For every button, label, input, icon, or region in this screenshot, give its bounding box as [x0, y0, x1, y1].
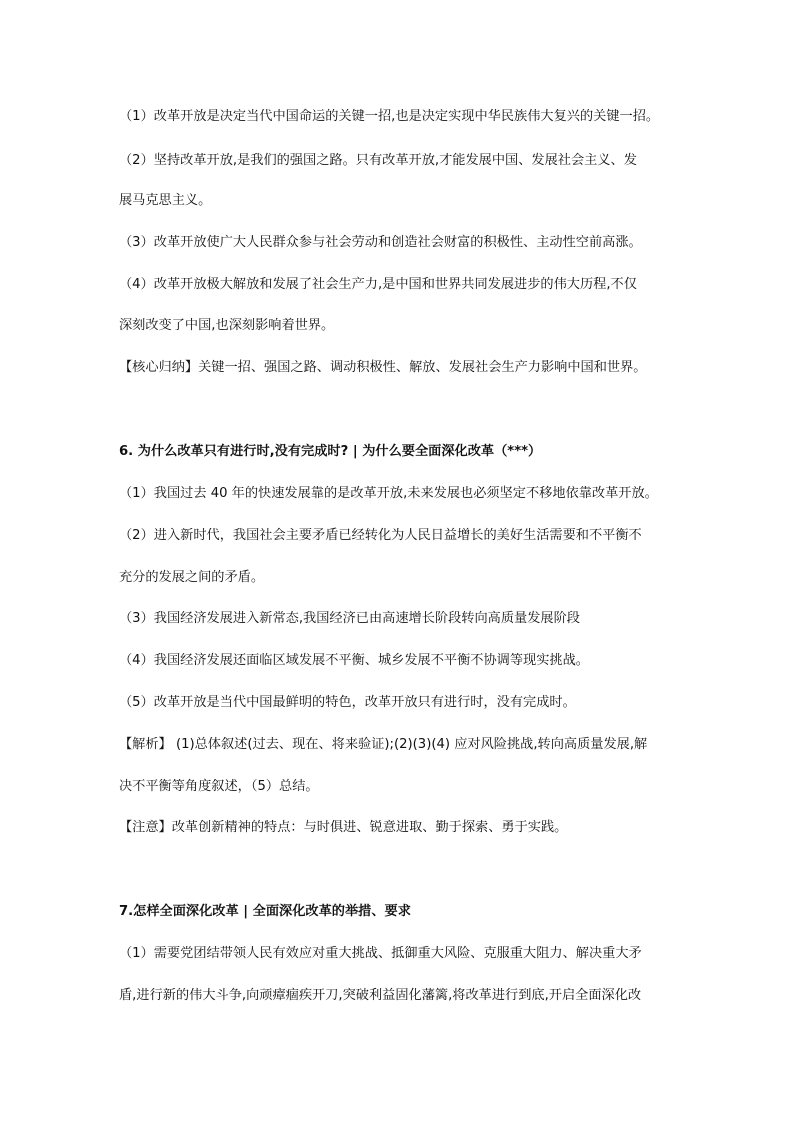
text-line: 展马克思主义。: [119, 193, 212, 208]
attention-note: 【注意】改革创新精神的特点：与时俱进、锐意进取、勤于探索、勇于实践。: [119, 820, 568, 835]
text-line: （2）进入新时代，我国社会主要矛盾已经转化为人民日益增长的美好生活需要和不平衡不: [119, 528, 642, 543]
text-line: （3）我国经济发展进入新常态,我国经济已由高速增长阶段转向高质量发展阶段: [119, 611, 580, 626]
key-summary: 【核心归纳】关键一招、强国之路、调动积极性、解放、发展社会生产力影响中国和世界。: [119, 360, 647, 375]
text-line: （1）改革开放是决定当代中国命运的关键一招,也是决定实现中华民族伟大复兴的关键一招。: [119, 109, 660, 124]
text-line: （1）我国过去 40 年的快速发展靠的是改革开放,未来发展也必须坚定不移地依靠改革开放。: [119, 486, 658, 501]
section-heading-6: 6. 为什么改革只有进行时,没有完成时? | 为什么要全面深化改革（***）: [119, 444, 542, 459]
text-line: 深刻改变了中国,也深刻影响着世界。: [119, 318, 335, 333]
analysis-note: 【解析】 (1)总体叙述(过去、现在、将来验证);(2)(3)(4) 应对风险挑战,转向高质量发展,解: [119, 737, 648, 752]
section-heading-7: 7.怎样全面深化改革 | 全面深化改革的举措、要求: [119, 904, 411, 919]
text-line: （4）我国经济发展还面临区域发展不平衡、城乡发展不平衡不协调等现实挑战。: [119, 653, 589, 668]
text-line: （4）改革开放极大解放和发展了社会生产力,是中国和世界共同发展进步的伟大历程,不仅: [119, 277, 637, 292]
text-line: （3）改革开放使广大人民群众参与社会劳动和创造社会财富的积极性、主动性空前高涨。: [119, 235, 642, 250]
text-line: 决不平衡等角度叙述，（5）总结。: [119, 779, 319, 794]
text-line: （1）需要党团结带领人民有效应对重大挑战、抵御重大风险、克服重大阻力、解决重大矛: [119, 946, 642, 961]
text-line: （5）改革开放是当代中国最鲜明的特色，改革开放只有进行时，没有完成时。: [119, 695, 576, 710]
text-line: 盾,进行新的伟大斗争,向顽瘴痼疾开刀,突破利益固化藩篱,将改革进行到底,开启全面深化改: [119, 988, 642, 1003]
text-line: 充分的发展之间的矛盾。: [119, 570, 265, 585]
text-line: （2）坚持改革开放,是我们的强国之路。只有改革开放,才能发展中国、发展社会主义、发: [119, 153, 637, 168]
